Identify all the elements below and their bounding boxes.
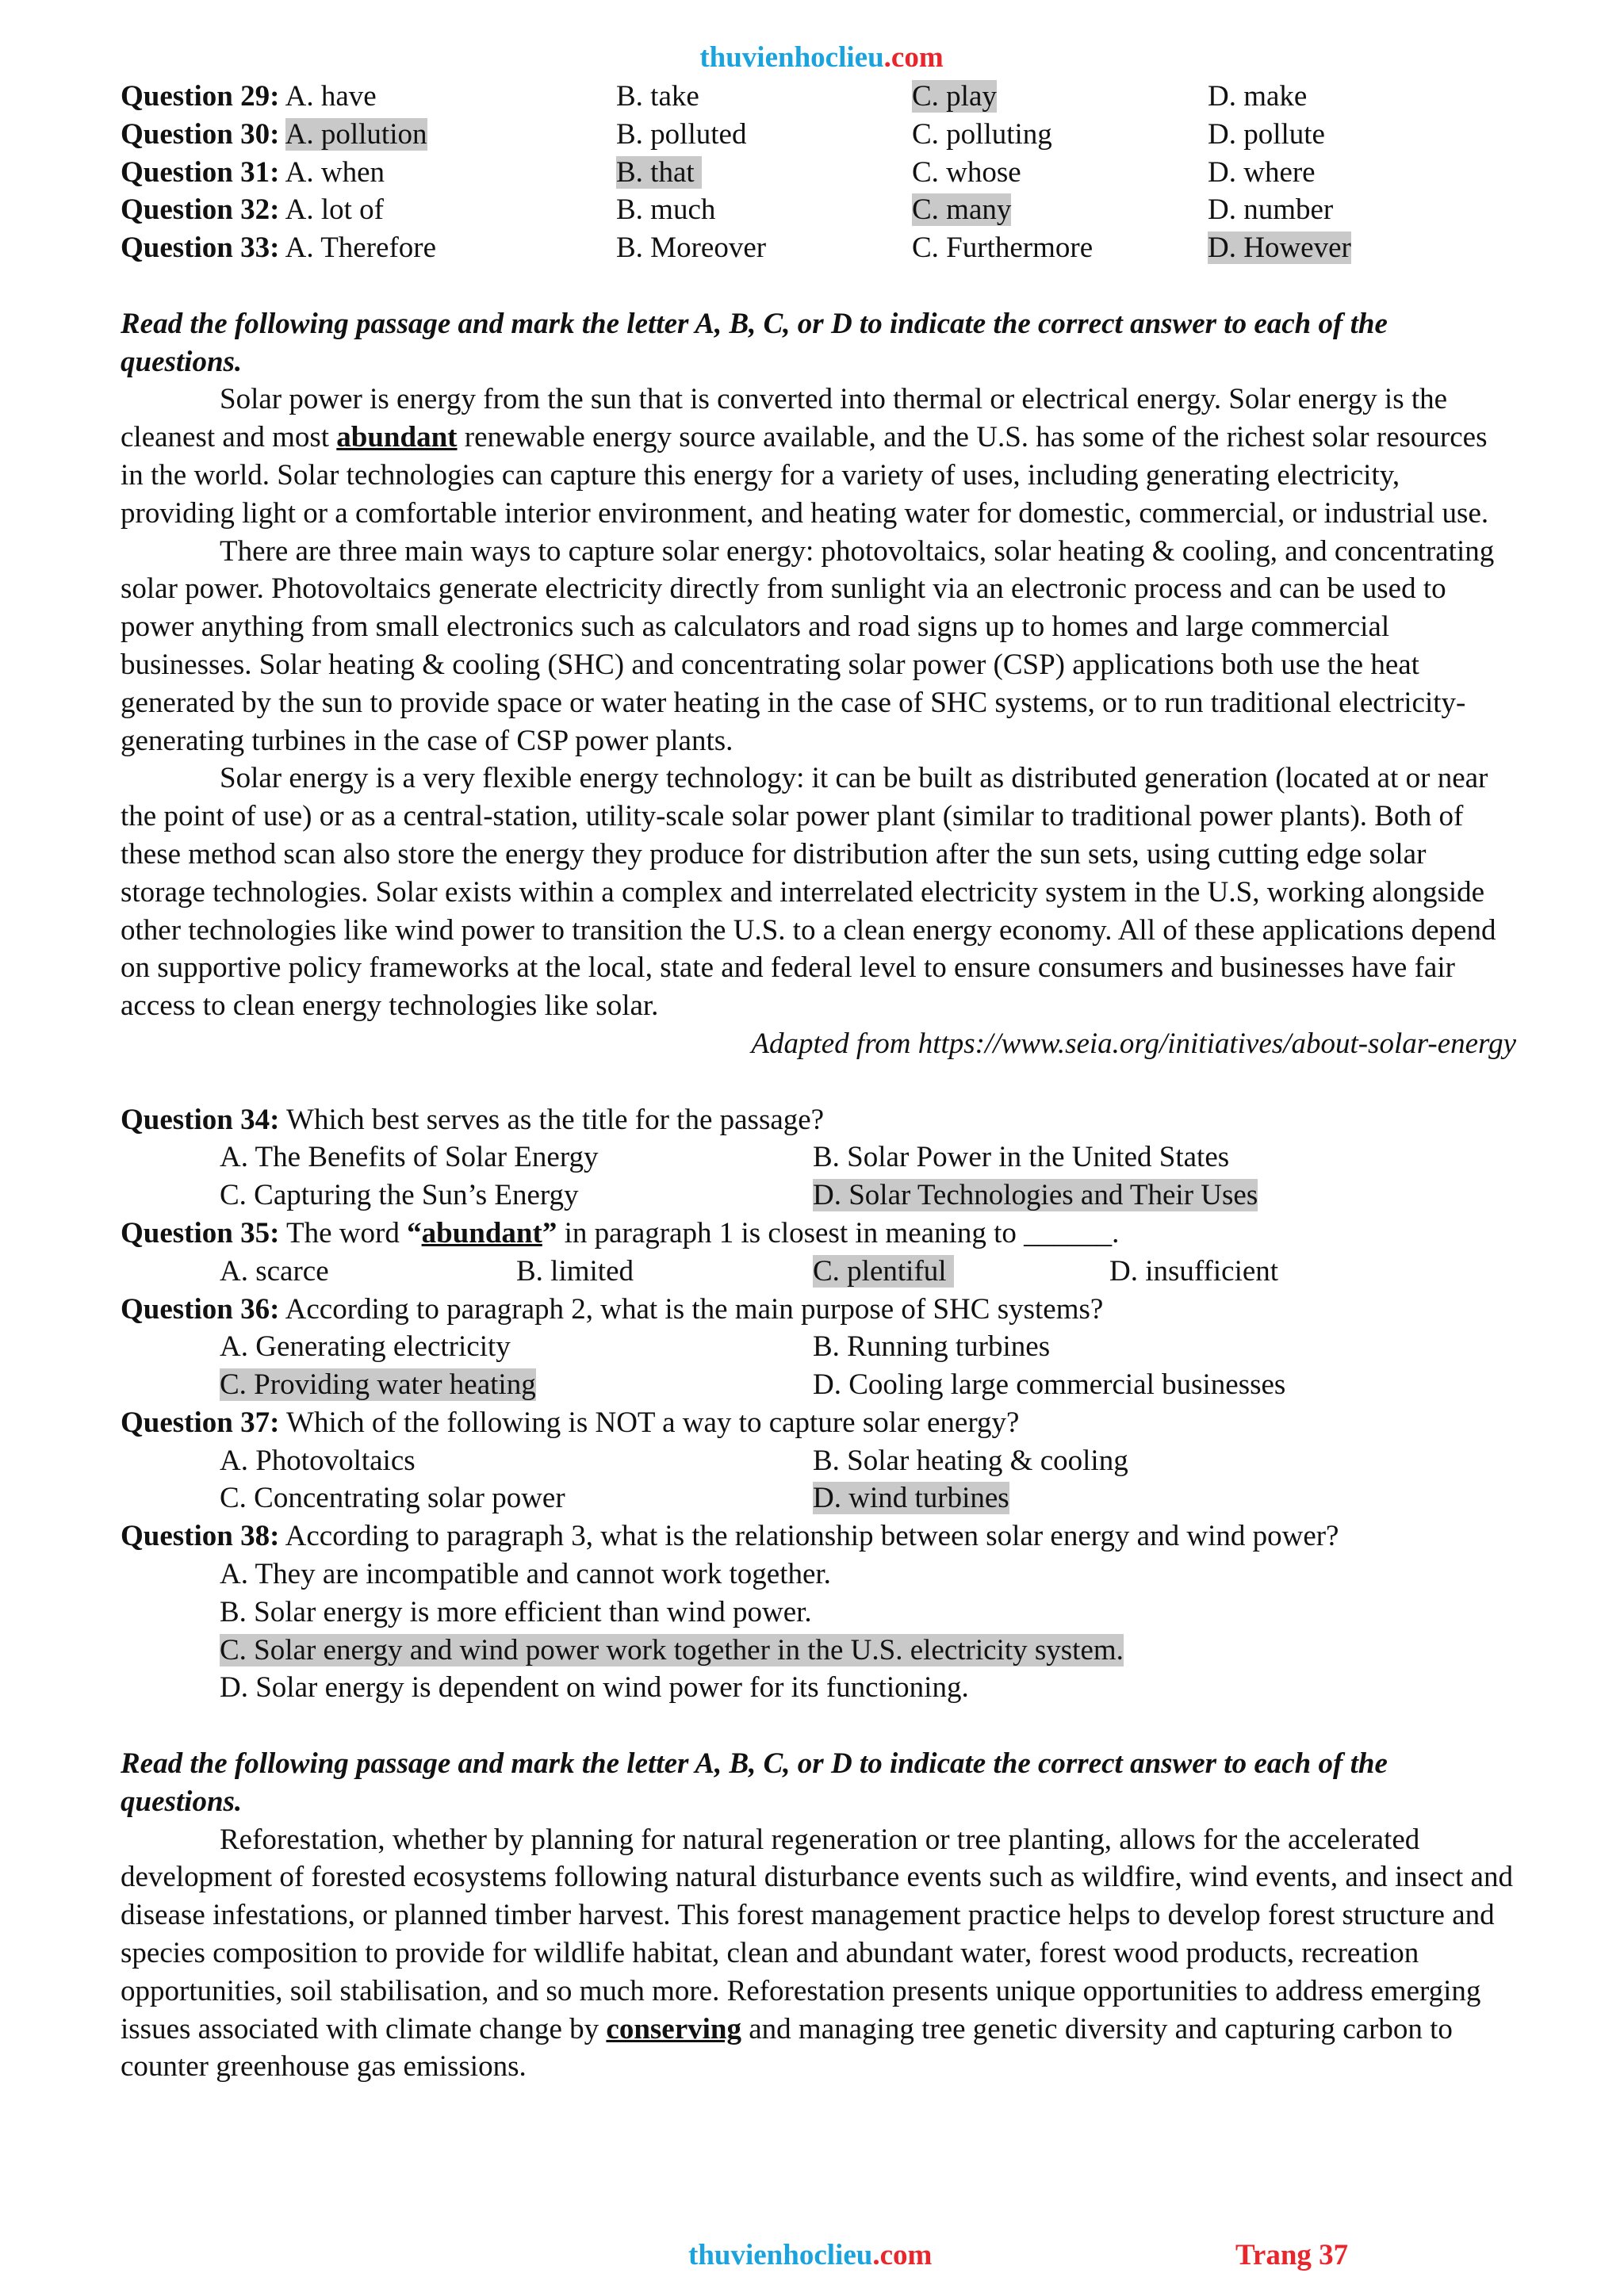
paragraph-text: renewable energy source available, and the U.S. has some of the richest solar resources in the world. Solar technologies can capture this energy for a variety of uses, including generating electricity, providing light or a comfortable interior environment, and heating water for domestic, commercial, or industrial use.: [121, 421, 1489, 530]
option-b: B. limited: [516, 1254, 634, 1288]
question-label: Question 34:: [121, 1103, 280, 1136]
option-c-highlighted: C. play: [912, 80, 997, 113]
option-d: D. make: [1208, 80, 1308, 113]
question-text: Which of the following is NOT a way to capture solar energy?: [279, 1406, 1020, 1439]
option-c: C. Concentrating solar power: [220, 1482, 565, 1515]
option-d-highlighted: D. However: [1208, 232, 1351, 265]
footer-brand[interactable]: [688, 2236, 932, 2275]
passage-1-paragraph-1: [121, 381, 1516, 532]
option-b: B. much: [616, 193, 716, 227]
question-37: [121, 1404, 1516, 1517]
option-a: A. Generating electricity: [220, 1330, 511, 1364]
option-c-highlighted: C. plentiful: [813, 1254, 954, 1288]
question-label: Question 38:: [121, 1520, 280, 1553]
option-b: B. take: [616, 80, 699, 113]
question-34: [121, 1101, 1516, 1215]
quote-close: ”: [542, 1216, 557, 1249]
document-page: [121, 38, 1516, 2086]
header-brand-tld: .com: [883, 41, 944, 74]
question-35: [121, 1215, 1516, 1291]
question-text: According to paragraph 2, what is the main purpose of SHC systems?: [279, 1292, 1104, 1326]
paragraph-text: and managing tree genetic diversity and capturing carbon to counter greenhouse gas emissions.: [121, 2012, 1453, 2084]
option-c-highlighted: C. Providing water heating: [220, 1368, 536, 1402]
question-29-row: [121, 78, 1516, 116]
question-label: Question 35:: [121, 1216, 280, 1249]
option-b: B. Running turbines: [813, 1330, 1051, 1364]
instruction-passage-2: Read the following passage and mark the letter A, B, C, or D to indicate the correct answer to each of the questions.: [121, 1747, 1388, 1818]
option-c: C. whose: [912, 155, 1021, 189]
paragraph-text: Solar power is energy from the sun that is converted into thermal or electrical energy. Solar energy is the cleanest and most: [121, 383, 1448, 454]
question-text: Which best serves as the title for the passage?: [279, 1103, 825, 1136]
option-d: D. number: [1208, 193, 1334, 227]
question-30-row: [121, 116, 1516, 154]
option-d: D. pollute: [1208, 117, 1325, 151]
option-d: D. insufficient: [1109, 1254, 1279, 1288]
option-d: D. Cooling large commercial businesses: [813, 1368, 1286, 1402]
question-label: Question 36:: [121, 1292, 280, 1326]
footer-brand-name: thuvienhoclieu: [688, 2239, 873, 2271]
page-number: Trang 37: [1235, 2239, 1349, 2271]
underlined-word-conserving: conserving: [606, 2012, 741, 2045]
header-brand[interactable]: [127, 38, 1516, 78]
option-b: B. Solar Power in the United States: [813, 1141, 1230, 1174]
option-c: C. polluting: [912, 117, 1052, 151]
option-b-highlighted: B. that: [616, 155, 702, 189]
option-a: A. scarce: [220, 1254, 329, 1288]
question-33-row: [121, 229, 1516, 267]
passage-1-paragraph-3: Solar energy is a very flexible energy technology: it can be built as distributed generation (located at or near the point of use) or as a central-station, utility-scale solar power plant (similar to traditional power plants). Both of these method scan also store the energy they produce for distribution after the sun sets, using cutting edge solar storage technologies. Solar exists within a complex and interrelated electricity system in the U.S, working alongside other technologies like wind power to transition the U.S. to a clean energy economy. All of these applications depend on supportive policy frameworks at the local, state and federal level to ensure consumers and businesses have fair access to clean energy technologies like solar.: [121, 762, 1496, 1023]
instruction-passage-1: Read the following passage and mark the letter A, B, C, or D to indicate the correct answer to each of the questions.: [121, 307, 1388, 378]
underlined-word-abundant: abundant: [421, 1216, 542, 1249]
option-d: D. Solar energy is dependent on wind power for its functioning.: [220, 1671, 969, 1705]
option-a: A. have: [285, 80, 377, 113]
question-31-row: [121, 154, 1516, 192]
option-a: A. when: [285, 155, 385, 189]
underlined-word-abundant: abundant: [336, 421, 458, 454]
option-c: C. Capturing the Sun’s Energy: [220, 1179, 579, 1212]
question-text: in paragraph 1 is closest in meaning to ______.: [557, 1216, 1120, 1249]
source-citation: Adapted from https://www.seia.org/initiatives/about-solar-energy: [751, 1027, 1516, 1060]
question-text: According to paragraph 3, what is the relationship between solar energy and wind power?: [279, 1520, 1339, 1553]
option-b: B. polluted: [616, 117, 747, 151]
option-a: A. Therefore: [285, 232, 437, 265]
option-b: B. Solar heating & cooling: [813, 1444, 1128, 1477]
quote-open: “: [407, 1216, 422, 1249]
question-label: Question 29:: [121, 80, 280, 113]
question-label: Question 32:: [121, 193, 280, 227]
option-a-highlighted: A. pollution: [285, 117, 427, 151]
option-c-highlighted: C. many: [912, 193, 1012, 227]
option-b: B. Solar energy is more efficient than wind power.: [220, 1595, 812, 1628]
page-footer: [0, 2236, 1624, 2275]
passage-2-paragraph-1: [121, 1821, 1516, 2087]
option-c: C. Furthermore: [912, 232, 1094, 265]
option-a: A. The Benefits of Solar Energy: [220, 1141, 599, 1174]
option-d-highlighted: D. wind turbines: [813, 1482, 1009, 1515]
passage-1-paragraph-2: There are three main ways to capture solar energy: photovoltaics, solar heating & cooling, and concentrating solar power. Photovoltaics generate electricity directly from sunlight via an electronic process and can be used to power anything from small electronics such as calculators and road signs up to homes and large commercial businesses. Solar heating & cooling (SHC) and concentrating solar power (CSP) applications both use the heat generated by the sun to provide space or water heating in the case of SHC systems, or to run traditional electricity-generating turbines in the case of CSP power plants.: [121, 534, 1495, 757]
footer-brand-tld: .com: [872, 2239, 933, 2271]
question-32-row: [121, 191, 1516, 229]
option-c-highlighted: C. Solar energy and wind power work together in the U.S. electricity system.: [220, 1633, 1124, 1667]
option-a: A. Photovoltaics: [220, 1444, 416, 1477]
option-b: B. Moreover: [616, 232, 767, 265]
option-d: D. where: [1208, 155, 1316, 189]
option-a: A. lot of: [285, 193, 385, 227]
option-d-highlighted: D. Solar Technologies and Their Uses: [813, 1179, 1258, 1212]
cloze-answers: [121, 78, 1516, 267]
question-label: Question 30:: [121, 117, 280, 151]
question-36: [121, 1291, 1516, 1404]
question-label: Question 33:: [121, 232, 280, 265]
paragraph-text: Reforestation, whether by planning for natural regeneration or tree planting, allows for the accelerated development of forested ecosystems following natural disturbance events such as wildfire, wind events, and insect and disease infestations, or planned timber harvest. This forest management practice helps to develop forest structure and species composition to provide for wildlife habitat, clean and abundant water, forest wood products, recreation opportunities, soil stabilisation, and so much more. Reforestation presents unique opportunities to address emerging issues associated with climate change by: [121, 1823, 1513, 2045]
question-text: The word: [279, 1216, 408, 1249]
option-a: A. They are incompatible and cannot work together.: [220, 1558, 831, 1591]
question-label: Question 31:: [121, 155, 280, 189]
question-label: Question 37:: [121, 1406, 280, 1439]
question-38: [121, 1517, 1516, 1707]
header-brand-name: thuvienhoclieu: [699, 41, 884, 74]
